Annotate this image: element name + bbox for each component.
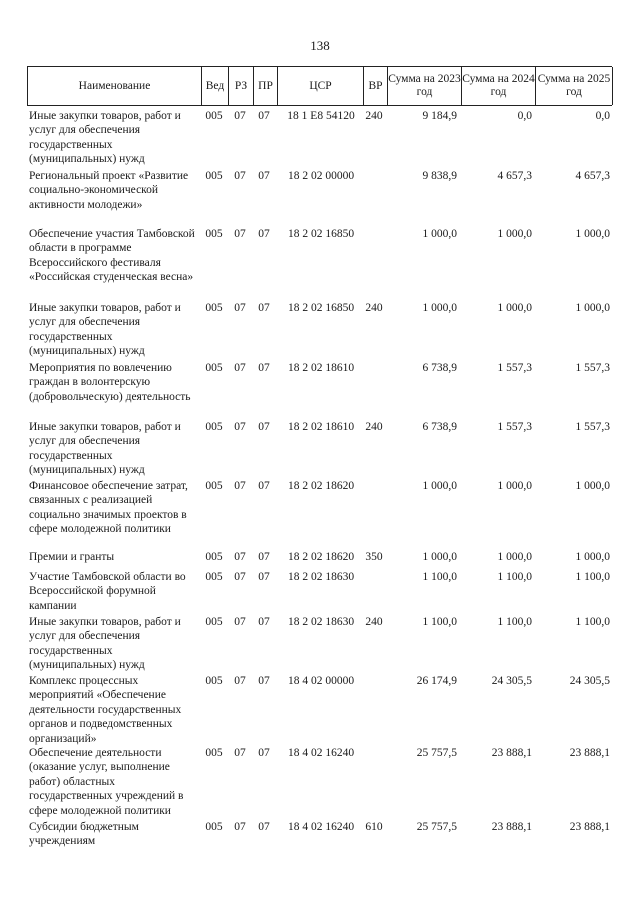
row-sum-2024: 23 888,1 — [491, 821, 532, 833]
row-sum-2025: 24 305,5 — [569, 675, 610, 687]
row-sum-2024: 1 000,0 — [497, 302, 532, 314]
header-sum-2025: Сумма на 2025 год — [536, 67, 613, 105]
row-sum-2025: 1 557,3 — [575, 421, 610, 433]
row-name: Премии и гранты — [29, 551, 115, 563]
row-sum-2025: 23 888,1 — [569, 821, 610, 833]
row-sum-2024: 23 888,1 — [491, 747, 532, 759]
row-ved: 005 — [205, 821, 223, 833]
header-sum-2023: Сумма на 2023 год — [388, 67, 462, 105]
row-ved: 005 — [205, 302, 223, 314]
row-pr: 07 — [258, 747, 270, 759]
row-name: Иные закупки товаров, работ и услуг для обеспечения государственных (муниципальных) нужд — [29, 302, 181, 358]
row-ved: 005 — [205, 551, 223, 563]
row-sum-2024: 1 000,0 — [497, 480, 532, 492]
row-csr: 18 2 02 18630 — [287, 616, 355, 628]
row-rz: 07 — [234, 551, 246, 563]
row-ved: 005 — [205, 675, 223, 687]
row-csr: 18 2 02 16850 — [287, 302, 355, 314]
row-csr: 18 2 02 18620 — [287, 480, 355, 492]
row-name: Финансовое обеспечение затрат, связанных с реализацией социально значимых проектов в сфере молодежной политики — [29, 480, 188, 536]
row-rz: 07 — [234, 571, 246, 583]
row-vr: 610 — [365, 821, 383, 833]
row-sum-2025: 1 557,3 — [575, 362, 610, 374]
row-vr: 240 — [365, 616, 383, 628]
row-pr: 07 — [258, 170, 270, 182]
header-csr: ЦСР — [278, 67, 364, 105]
row-rz: 07 — [234, 110, 246, 122]
header-pr: ПР — [254, 67, 278, 105]
row-sum-2023: 9 838,9 — [422, 170, 457, 182]
row-ved: 005 — [205, 170, 223, 182]
row-name: Комплекс процессных мероприятий «Обеспечение деятельности государственных органов и подведомственных организаций» — [29, 675, 182, 745]
row-ved: 005 — [205, 421, 223, 433]
row-vr: 240 — [365, 421, 383, 433]
row-sum-2023: 1 000,0 — [422, 302, 457, 314]
row-ved: 005 — [205, 110, 223, 122]
row-pr: 07 — [258, 228, 270, 240]
row-sum-2024: 0,0 — [517, 110, 532, 122]
page-number: 138 — [310, 38, 330, 53]
row-sum-2023: 1 100,0 — [422, 571, 457, 583]
row-sum-2023: 9 184,9 — [422, 110, 457, 122]
row-ved: 005 — [205, 747, 223, 759]
row-rz: 07 — [234, 480, 246, 492]
row-ved: 005 — [205, 362, 223, 374]
row-rz: 07 — [234, 170, 246, 182]
row-sum-2025: 1 100,0 — [575, 616, 610, 628]
row-csr: 18 4 02 16240 — [287, 747, 355, 759]
row-csr: 18 4 02 00000 — [287, 675, 355, 687]
row-sum-2023: 1 000,0 — [422, 228, 457, 240]
row-name: Иные закупки товаров, работ и услуг для обеспечения государственных (муниципальных) нужд — [29, 421, 181, 477]
row-vr: 240 — [365, 110, 383, 122]
row-sum-2025: 23 888,1 — [569, 747, 610, 759]
row-pr: 07 — [258, 421, 270, 433]
row-ved: 005 — [205, 228, 223, 240]
row-sum-2025: 1 000,0 — [575, 302, 610, 314]
row-name: Мероприятия по вовлечению граждан в волонтерскую (добровольческую) деятельность — [29, 362, 191, 403]
row-rz: 07 — [234, 821, 246, 833]
row-sum-2024: 1 000,0 — [497, 551, 532, 563]
header-vr: ВР — [364, 67, 388, 105]
row-pr: 07 — [258, 110, 270, 122]
row-csr: 18 2 02 16850 — [287, 228, 355, 240]
row-rz: 07 — [234, 228, 246, 240]
row-sum-2023: 1 000,0 — [422, 480, 457, 492]
table-header — [27, 66, 612, 106]
row-csr: 18 4 02 16240 — [287, 821, 355, 833]
row-rz: 07 — [234, 747, 246, 759]
row-vr: 350 — [365, 551, 383, 563]
row-csr: 18 2 02 18620 — [287, 551, 355, 563]
row-ved: 005 — [205, 616, 223, 628]
header-name: Наименование — [28, 67, 202, 105]
row-pr: 07 — [258, 616, 270, 628]
row-pr: 07 — [258, 675, 270, 687]
row-sum-2024: 24 305,5 — [491, 675, 532, 687]
row-vr: 240 — [365, 302, 383, 314]
row-pr: 07 — [258, 551, 270, 563]
row-pr: 07 — [258, 821, 270, 833]
row-sum-2024: 4 657,3 — [497, 170, 532, 182]
row-csr: 18 2 02 18610 — [287, 362, 355, 374]
row-pr: 07 — [258, 362, 270, 374]
header-ved: Вед — [202, 67, 229, 105]
row-csr: 18 2 02 18630 — [287, 571, 355, 583]
row-sum-2023: 1 000,0 — [422, 551, 457, 563]
row-sum-2025: 1 000,0 — [575, 480, 610, 492]
row-csr: 18 1 Е8 54120 — [287, 110, 355, 122]
row-rz: 07 — [234, 302, 246, 314]
row-sum-2024: 1 557,3 — [497, 362, 532, 374]
row-sum-2023: 6 738,9 — [422, 362, 457, 374]
row-name: Региональный проект «Развитие социально-экономической активности молодежи» — [29, 170, 189, 211]
row-ved: 005 — [205, 571, 223, 583]
row-pr: 07 — [258, 571, 270, 583]
row-sum-2023: 6 738,9 — [422, 421, 457, 433]
row-name: Субсидии бюджетным учреждениям — [29, 821, 139, 848]
row-name: Обеспечение деятельности (оказание услуг, выполнение работ) областных государственных учреждений в сфере молодежной политики — [29, 747, 184, 817]
row-sum-2023: 26 174,9 — [416, 675, 457, 687]
row-csr: 18 2 02 18610 — [287, 421, 355, 433]
row-sum-2023: 1 100,0 — [422, 616, 457, 628]
row-rz: 07 — [234, 421, 246, 433]
row-sum-2025: 0,0 — [595, 110, 610, 122]
row-sum-2025: 4 657,3 — [575, 170, 610, 182]
row-sum-2024: 1 000,0 — [497, 228, 532, 240]
row-sum-2024: 1 100,0 — [497, 616, 532, 628]
row-sum-2023: 25 757,5 — [416, 821, 457, 833]
row-rz: 07 — [234, 616, 246, 628]
row-name: Иные закупки товаров, работ и услуг для обеспечения государственных (муниципальных) нужд — [29, 110, 181, 166]
row-sum-2024: 1 557,3 — [497, 421, 532, 433]
header-rz: РЗ — [229, 67, 254, 105]
row-name: Обеспечение участия Тамбовской области в программе Всероссийского фестиваля «Российская студенческая весна» — [29, 228, 195, 284]
header-sum-2024: Сумма на 2024 год — [462, 67, 536, 105]
row-sum-2023: 25 757,5 — [416, 747, 457, 759]
row-rz: 07 — [234, 362, 246, 374]
row-name: Иные закупки товаров, работ и услуг для обеспечения государственных (муниципальных) нужд — [29, 616, 181, 672]
row-ved: 005 — [205, 480, 223, 492]
row-rz: 07 — [234, 675, 246, 687]
row-sum-2024: 1 100,0 — [497, 571, 532, 583]
row-sum-2025: 1 000,0 — [575, 551, 610, 563]
row-sum-2025: 1 000,0 — [575, 228, 610, 240]
row-pr: 07 — [258, 480, 270, 492]
row-name: Участие Тамбовской области во Всероссийской форумной кампании — [29, 571, 186, 612]
row-sum-2025: 1 100,0 — [575, 571, 610, 583]
row-pr: 07 — [258, 302, 270, 314]
row-csr: 18 2 02 00000 — [287, 170, 355, 182]
